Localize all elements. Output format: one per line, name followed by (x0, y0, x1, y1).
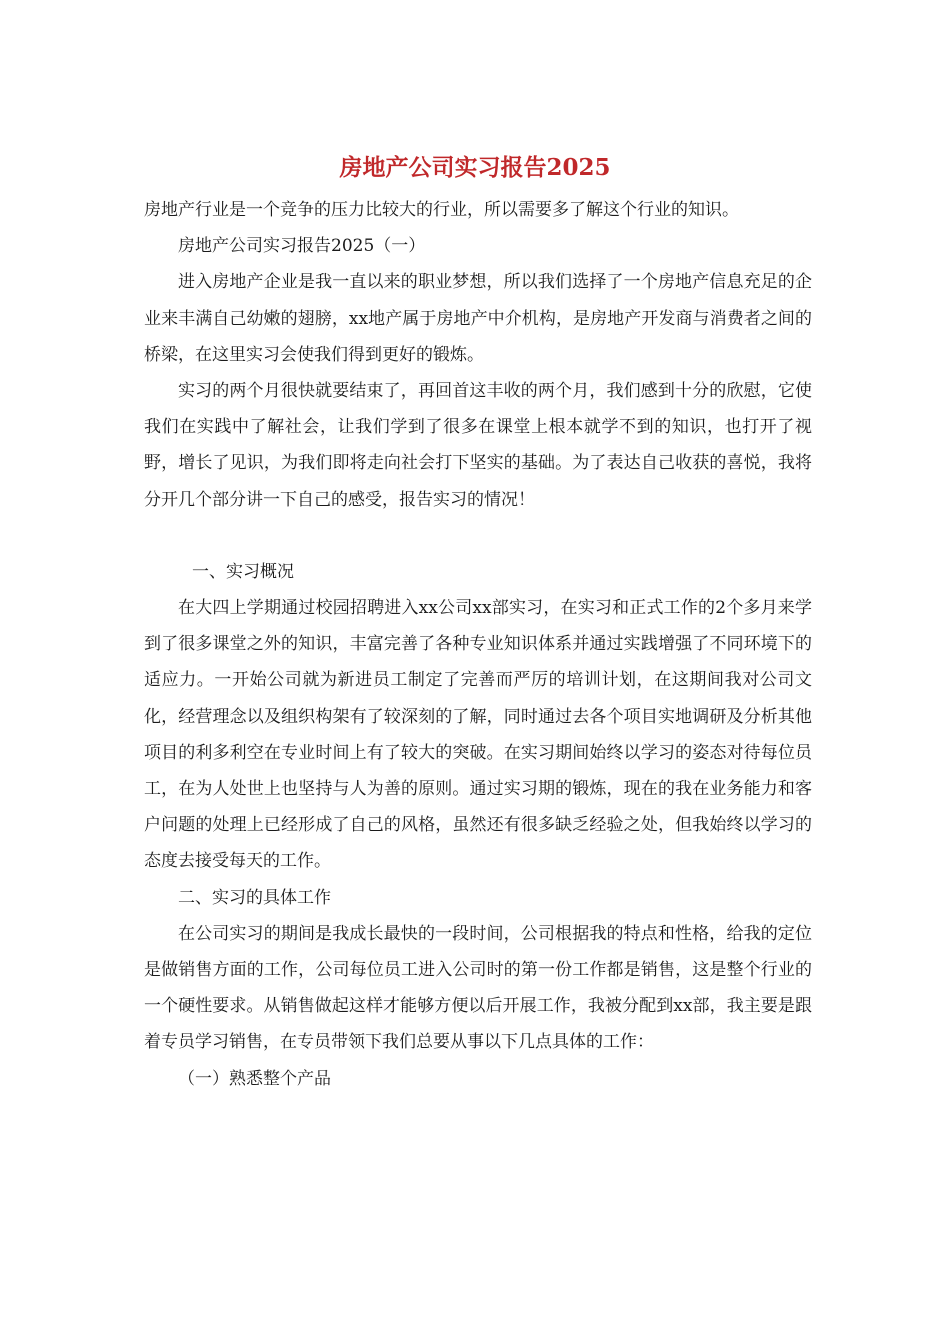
report-subtitle: 房地产公司实习报告2025（一） (178, 236, 426, 257)
intro-paragraph: 房地产行业是一个竞争的压力比较大的行业，所以需要多了解这个行业的知识。 (144, 200, 739, 220)
paragraph-1: 进入房地产企业是我一直以来的职业梦想，所以我们选择了一个房地产信息充足的企业来丰满自己幼嫩的翅膀，xx地产属于房地产中介机构，是房地产开发商与消费者之间的桥梁，在这里实习会使我们得到更好的锻炼。 (144, 272, 812, 365)
section-1-heading: 一、实习概况 (192, 561, 294, 582)
document-title: 房地产公司实习报告2025 (339, 154, 611, 181)
subsection-1-heading: （一）熟悉整个产品 (178, 1068, 331, 1089)
section-1-text: 在大四上学期通过校园招聘进入xx公司xx部实习，在实习和正式工作的2个多月来学到了很多课堂之外的知识，丰富完善了各种专业知识体系并通过实践增强了不同环境下的适应力。一开始公司就为新进员工制定了完善而严厉的培训计划，在这期间我对公司文化，经营理念以及组织构架有了较深刻的了解，同时通过去各个项目实地调研及分析其他项目的利多利空在专业时间上有了较大的突破。在实习期间始终以学习的姿态对待每位员工，在为人处世上也坚持与人为善的原则。通过实习期的锻炼，现在的我在业务能力和客户问题的处理上已经形成了自己的风格，虽然还有很多缺乏经验之处，但我始终以学习的态度去接受每天的工作。 (144, 598, 812, 872)
section-2-text: 在公司实习的期间是我成长最快的一段时间，公司根据我的特点和性格，给我的定位是做销售方面的工作，公司每位员工进入公司时的第一份工作都是销售，这是整个行业的一个硬性要求。从销售做起这样才能够方便以后开展工作，我被分配到xx部，我主要是跟着专员学习销售，在专员带领下我们总要从事以下几点具体的工作： (144, 923, 812, 1053)
section-2-heading: 二、实习的具体工作 (178, 887, 331, 908)
paragraph-2: 实习的两个月很快就要结束了，再回首这丰收的两个月，我们感到十分的欣慰，它使我们在实践中了解社会，让我们学到了很多在课堂上根本就学不到的知识，也打开了视野，增长了见识，为我们即将走向社会打下坚实的基础。为了表达自己收获的喜悦，我将分开几个部分讲一下自己的感受，报告实习的情况！ (144, 381, 812, 510)
blank-line (144, 518, 812, 554)
document-body (144, 192, 812, 1097)
